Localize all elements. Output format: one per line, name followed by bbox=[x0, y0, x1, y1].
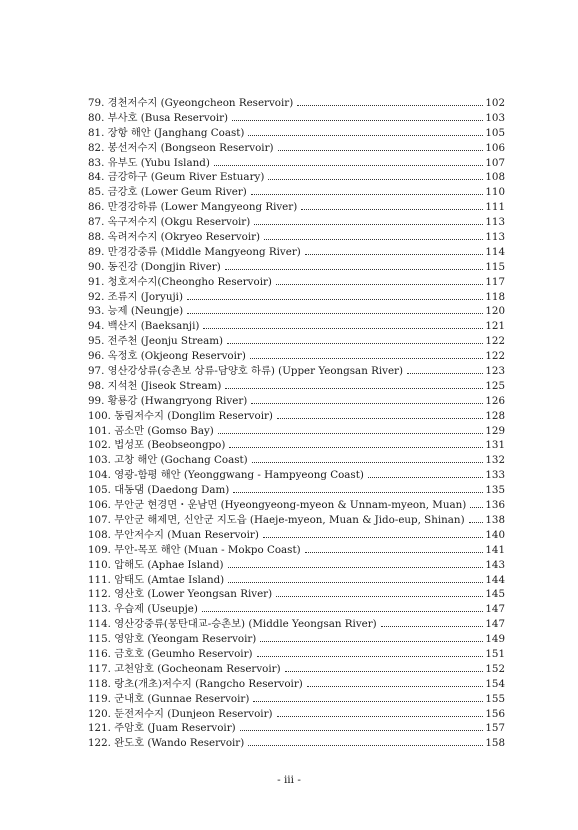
toc-entry-label: 117. 고천암호 (Gocheonam Reservoir) bbox=[88, 662, 281, 675]
toc-entry-label: 80. 부사호 (Busa Reservoir) bbox=[88, 111, 229, 124]
toc-entry[interactable] bbox=[88, 215, 505, 230]
toc-leader-dots bbox=[276, 284, 483, 285]
toc-entry-label: 100. 동림저수지 (Donglim Reservoir) bbox=[88, 409, 273, 422]
toc-leader-dots bbox=[297, 105, 483, 106]
toc-entry[interactable] bbox=[88, 692, 505, 707]
toc-entry-page-number: 108 bbox=[485, 171, 505, 184]
toc-entry[interactable] bbox=[88, 513, 505, 528]
toc-entry-label: 118. 랑초(개초)저수지 (Rangcho Reservoir) bbox=[88, 677, 303, 690]
toc-entry-page-number: 143 bbox=[485, 558, 505, 571]
toc-entry-page-number: 123 bbox=[485, 365, 505, 378]
toc-entry-label: 83. 유부도 (Yubu Island) bbox=[88, 156, 210, 169]
toc-entry-label: 114. 영산강중류(몽탄대교-승촌보) (Middle Yeongsan River) bbox=[88, 618, 377, 631]
toc-entry-label: 94. 백산지 (Baeksanji) bbox=[88, 320, 200, 333]
toc-leader-dots bbox=[229, 447, 483, 448]
toc-entry-label: 109. 무안-목포 해안 (Muan - Mokpo Coast) bbox=[88, 543, 301, 556]
toc-leader-dots bbox=[407, 373, 483, 374]
table-of-contents bbox=[88, 96, 505, 751]
toc-entry[interactable] bbox=[88, 438, 505, 453]
toc-entry-page-number: 140 bbox=[485, 528, 505, 541]
toc-entry-label: 121. 주암호 (Juam Reservoir) bbox=[88, 722, 236, 735]
toc-leader-dots bbox=[203, 328, 483, 329]
toc-leader-dots bbox=[470, 507, 483, 508]
toc-entry-label: 105. 대동댐 (Daedong Dam) bbox=[88, 484, 230, 497]
toc-entry-page-number: 114 bbox=[485, 245, 505, 258]
toc-leader-dots bbox=[305, 552, 484, 553]
toc-entry[interactable] bbox=[88, 721, 505, 736]
toc-entry-page-number: 145 bbox=[485, 588, 505, 601]
toc-entry[interactable] bbox=[88, 245, 505, 260]
toc-leader-dots bbox=[214, 165, 484, 166]
toc-entry[interactable] bbox=[88, 260, 505, 275]
toc-leader-dots bbox=[368, 477, 483, 478]
toc-entry[interactable] bbox=[88, 96, 505, 111]
toc-entry[interactable] bbox=[88, 736, 505, 751]
toc-entry[interactable] bbox=[88, 573, 505, 588]
toc-entry[interactable] bbox=[88, 468, 505, 483]
toc-leader-dots bbox=[202, 611, 483, 612]
toc-entry-label: 84. 금강하구 (Geum River Estuary) bbox=[88, 171, 265, 184]
toc-entry-page-number: 149 bbox=[485, 633, 505, 646]
toc-leader-dots bbox=[381, 626, 484, 627]
toc-entry[interactable] bbox=[88, 349, 505, 364]
toc-leader-dots bbox=[469, 522, 484, 523]
toc-entry-label: 92. 조류지 (Joryuji) bbox=[88, 290, 183, 303]
toc-entry-page-number: 157 bbox=[485, 722, 505, 735]
toc-entry-label: 112. 영산호 (Lower Yeongsan River) bbox=[88, 588, 273, 601]
toc-entry-label: 86. 만경강하류 (Lower Mangyeong River) bbox=[88, 201, 298, 214]
toc-leader-dots bbox=[264, 239, 483, 240]
toc-leader-dots bbox=[250, 358, 484, 359]
toc-entry[interactable] bbox=[88, 156, 505, 171]
toc-entry-label: 79. 경천저수지 (Gyeongcheon Reservoir) bbox=[88, 97, 294, 109]
toc-leader-dots bbox=[307, 686, 484, 687]
toc-entry[interactable] bbox=[88, 230, 505, 245]
toc-entry-page-number: 151 bbox=[485, 647, 505, 660]
toc-leader-dots bbox=[187, 299, 483, 300]
toc-entry-page-number: 155 bbox=[485, 692, 505, 705]
toc-entry-page-number: 110 bbox=[485, 186, 505, 199]
toc-leader-dots bbox=[263, 537, 484, 538]
toc-leader-dots bbox=[232, 120, 483, 121]
toc-leader-dots bbox=[277, 418, 483, 419]
toc-entry-page-number: 132 bbox=[485, 454, 505, 467]
toc-entry[interactable] bbox=[88, 170, 505, 185]
toc-entry-label: 110. 압해도 (Aphae Island) bbox=[88, 558, 224, 571]
toc-entry[interactable] bbox=[88, 558, 505, 573]
toc-entry-page-number: 117 bbox=[485, 275, 505, 288]
toc-entry[interactable] bbox=[88, 409, 505, 424]
toc-entry-label: 96. 옥정호 (Okjeong Reservoir) bbox=[88, 350, 246, 363]
toc-leader-dots bbox=[278, 150, 484, 151]
toc-entry-label: 111. 암태도 (Amtae Island) bbox=[88, 573, 225, 586]
toc-entry[interactable] bbox=[88, 543, 505, 558]
toc-entry[interactable] bbox=[88, 290, 505, 305]
toc-entry-page-number: 121 bbox=[485, 320, 505, 333]
toc-entry-page-number: 115 bbox=[485, 260, 505, 273]
toc-leader-dots bbox=[276, 596, 483, 597]
toc-leader-dots bbox=[277, 716, 484, 717]
toc-entry-label: 106. 무안군 현경면・운남면 (Hyeongyeong-myeon & Unnam-myeon, Muan) bbox=[88, 499, 467, 512]
toc-entry-label: 103. 고창 해안 (Gochang Coast) bbox=[88, 454, 248, 467]
page-number: - iii - bbox=[277, 774, 301, 786]
toc-entry-page-number: 138 bbox=[485, 513, 505, 526]
toc-entry-label: 95. 전주천 (Jeonju Stream) bbox=[88, 335, 224, 348]
toc-entry-label: 107. 무안군 해제면, 신안군 지도읍 (Haeje-myeon, Muan & Jido-eup, Shinan) bbox=[88, 513, 465, 526]
toc-entry-page-number: 158 bbox=[485, 737, 505, 750]
toc-leader-dots bbox=[225, 388, 483, 389]
toc-entry[interactable] bbox=[88, 364, 505, 379]
toc-leader-dots bbox=[248, 745, 483, 746]
toc-entry-page-number: 118 bbox=[485, 290, 505, 303]
toc-entry[interactable] bbox=[88, 677, 505, 692]
toc-leader-dots bbox=[240, 730, 484, 731]
toc-entry-page-number: 156 bbox=[485, 707, 505, 720]
toc-entry-label: 85. 금강호 (Lower Geum River) bbox=[88, 186, 247, 199]
toc-entry-page-number: 128 bbox=[485, 409, 505, 422]
toc-entry[interactable] bbox=[88, 707, 505, 722]
toc-leader-dots bbox=[187, 313, 483, 314]
toc-entry-label: 91. 청호저수지(Cheongho Reservoir) bbox=[88, 275, 272, 288]
toc-entry-page-number: 107 bbox=[485, 156, 505, 169]
toc-entry-page-number: 113 bbox=[485, 231, 505, 244]
toc-entry[interactable] bbox=[88, 379, 505, 394]
toc-entry-label: 81. 장항 해안 (Janghang Coast) bbox=[88, 126, 245, 139]
toc-leader-dots bbox=[228, 567, 484, 568]
toc-leader-dots bbox=[253, 701, 483, 702]
toc-entry-label: 90. 동진강 (Dongjin River) bbox=[88, 260, 221, 273]
toc-entry-page-number: 113 bbox=[485, 216, 505, 229]
toc-entry[interactable] bbox=[88, 617, 505, 632]
toc-entry-page-number: 141 bbox=[485, 543, 505, 556]
toc-entry-page-number: 131 bbox=[485, 439, 505, 452]
toc-entry-page-number: 126 bbox=[485, 394, 505, 407]
toc-entry[interactable] bbox=[88, 498, 505, 513]
toc-leader-dots bbox=[254, 224, 483, 225]
toc-entry[interactable] bbox=[88, 483, 505, 498]
toc-leader-dots bbox=[218, 433, 484, 434]
toc-entry-page-number: 120 bbox=[485, 305, 505, 318]
toc-entry-page-number: 106 bbox=[485, 141, 505, 154]
toc-entry[interactable] bbox=[88, 319, 505, 334]
toc-entry-label: 97. 영산강상류(승촌보 상류-담양호 하류) (Upper Yeongsan River) bbox=[88, 365, 403, 378]
toc-leader-dots bbox=[268, 179, 483, 180]
toc-entry-label: 99. 황룡강 (Hwangryong River) bbox=[88, 394, 248, 407]
toc-leader-dots bbox=[251, 403, 483, 404]
toc-entry-label: 120. 둔전저수지 (Dunjeon Reservoir) bbox=[88, 707, 273, 720]
toc-leader-dots bbox=[260, 641, 483, 642]
toc-entry[interactable] bbox=[88, 304, 505, 319]
toc-leader-dots bbox=[225, 269, 484, 270]
toc-entry-page-number: 144 bbox=[485, 573, 505, 586]
toc-entry-label: 101. 곰소만 (Gomso Bay) bbox=[88, 424, 214, 437]
toc-entry-page-number: 122 bbox=[485, 335, 505, 348]
toc-entry[interactable] bbox=[88, 111, 505, 126]
toc-entry-label: 116. 금호호 (Geumho Reservoir) bbox=[88, 647, 253, 660]
toc-entry-label: 115. 영암호 (Yeongam Reservoir) bbox=[88, 633, 257, 646]
toc-entry-page-number: 133 bbox=[485, 469, 505, 482]
toc-entry-page-number: 102 bbox=[485, 97, 505, 109]
toc-entry-page-number: 152 bbox=[485, 662, 505, 675]
toc-entry[interactable] bbox=[88, 394, 505, 409]
toc-entry-page-number: 105 bbox=[485, 126, 505, 139]
toc-entry[interactable] bbox=[88, 200, 505, 215]
toc-leader-dots bbox=[233, 492, 483, 493]
toc-entry[interactable] bbox=[88, 424, 505, 439]
toc-entry[interactable] bbox=[88, 662, 505, 677]
toc-entry-label: 104. 영광-함평 해안 (Yeonggwang - Hampyeong Coast) bbox=[88, 469, 364, 482]
toc-entry-page-number: 147 bbox=[485, 618, 505, 631]
toc-entry-label: 119. 군내호 (Gunnae Reservoir) bbox=[88, 692, 250, 705]
toc-entry-label: 88. 옥려저수지 (Okryeo Reservoir) bbox=[88, 231, 261, 244]
toc-entry[interactable] bbox=[88, 185, 505, 200]
toc-entry-label: 98. 지석천 (Jiseok Stream) bbox=[88, 379, 222, 392]
toc-entry-label: 108. 무안저수지 (Muan Reservoir) bbox=[88, 528, 259, 541]
toc-entry[interactable] bbox=[88, 602, 505, 617]
toc-leader-dots bbox=[301, 209, 483, 210]
toc-entry-page-number: 103 bbox=[485, 111, 505, 124]
toc-entry-label: 122. 완도호 (Wando Reservoir) bbox=[88, 737, 245, 750]
toc-entry[interactable] bbox=[88, 334, 505, 349]
toc-entry[interactable] bbox=[88, 453, 505, 468]
toc-entry-label: 93. 능제 (Neungje) bbox=[88, 305, 184, 318]
toc-leader-dots bbox=[252, 462, 484, 463]
toc-entry-page-number: 136 bbox=[485, 499, 505, 512]
toc-entry-page-number: 125 bbox=[485, 379, 505, 392]
toc-entry-page-number: 147 bbox=[485, 603, 505, 616]
toc-entry-page-number: 154 bbox=[485, 677, 505, 690]
toc-entry-label: 113. 우습제 (Useupje) bbox=[88, 603, 198, 616]
toc-entry[interactable] bbox=[88, 632, 505, 647]
toc-leader-dots bbox=[251, 194, 484, 195]
toc-leader-dots bbox=[228, 582, 483, 583]
toc-entry-label: 82. 봉선저수지 (Bongseon Reservoir) bbox=[88, 141, 274, 154]
toc-entry-page-number: 135 bbox=[485, 484, 505, 497]
toc-leader-dots bbox=[305, 254, 484, 255]
toc-entry-page-number: 129 bbox=[485, 424, 505, 437]
toc-entry-label: 102. 법성포 (Beobseongpo) bbox=[88, 439, 226, 452]
toc-leader-dots bbox=[285, 671, 484, 672]
toc-leader-dots bbox=[257, 656, 484, 657]
toc-entry-page-number: 122 bbox=[485, 350, 505, 363]
toc-entry[interactable] bbox=[88, 126, 505, 141]
toc-leader-dots bbox=[248, 135, 483, 136]
toc-entry[interactable] bbox=[88, 275, 505, 290]
toc-entry-label: 87. 옥구저수지 (Okgu Reservoir) bbox=[88, 216, 251, 229]
toc-entry[interactable] bbox=[88, 647, 505, 662]
toc-entry-label: 89. 만경강중류 (Middle Mangyeong River) bbox=[88, 245, 301, 258]
toc-entry[interactable] bbox=[88, 528, 505, 543]
toc-entry[interactable] bbox=[88, 587, 505, 602]
toc-entry-page-number: 111 bbox=[485, 201, 505, 214]
toc-entry[interactable] bbox=[88, 141, 505, 156]
toc-leader-dots bbox=[227, 343, 483, 344]
